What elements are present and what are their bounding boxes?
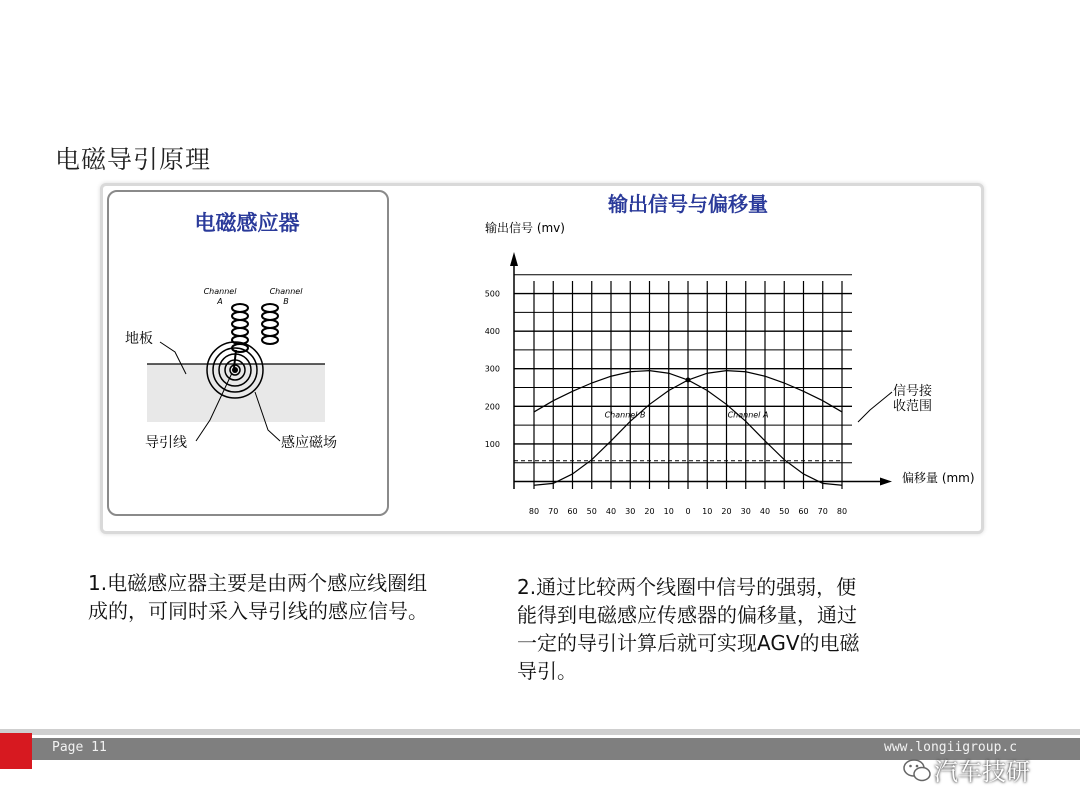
x-axis-arrow [880,477,892,485]
intersection-point [686,378,691,383]
x-tick-label: 20 [644,507,655,516]
floor-label: 地板 [125,331,153,347]
watermark-text: 汽车技研 [934,758,1030,786]
channel-b-line1: Channel [269,287,303,296]
channel-b-line2: B [283,297,289,306]
receive-range-label-1: 信号接 [893,384,933,399]
slide-title: 电磁导引原理 [55,145,212,174]
x-tick-label: 10 [663,507,674,516]
x-tick-label: 0 [685,507,691,516]
wechat-icon [902,756,932,786]
chart-axes [510,252,892,489]
series-label-channel-b: Channel B [604,410,646,420]
y-axis-arrow [510,252,518,266]
sensor-panel-title: 电磁感应器 [194,211,300,235]
x-tick-label: 50 [586,507,597,516]
x-tick-label: 80 [836,507,848,516]
y-tick-label: 400 [484,327,500,337]
guide-wire-label: 导引线 [145,435,187,451]
chart-title: 输出信号与偏移量 [608,192,768,216]
footer-accent [0,733,32,769]
caption-offset: 2.通过比较两个线圈中信号的强弱，便能得到电磁感应传感器的偏移量，通过一定的导引计算后就可实现AGV的电磁导引。 [517,575,860,683]
page-number: Page 11 [52,740,107,755]
series-label-channel-a: Channel A [727,410,769,420]
receive-range-label-2: 收范围 [893,399,933,414]
chart-grid [514,275,852,489]
field-label: 感应磁场 [281,435,337,451]
chart-ylabel: 输出信号 (mv) [485,221,565,235]
watermark [900,750,1070,790]
x-tick-label: 30 [625,507,636,516]
footer-url: www.longiigroup.c [884,740,1018,755]
channel-a-line2: A [217,297,223,306]
x-tick-label: 50 [779,507,790,516]
y-tick-label: 300 [484,364,500,374]
footer-divider [0,729,1080,735]
chart-xlabel: 偏移量 (mm) [902,471,975,485]
x-tick-label: 60 [798,507,809,516]
x-tick-label: 70 [817,507,828,516]
x-tick-label: 30 [740,507,751,516]
x-tick-label: 60 [567,507,578,516]
x-tick-label: 70 [548,507,559,516]
y-tick-label: 200 [484,402,500,412]
y-tick-label: 500 [484,289,500,299]
x-tick-label: 40 [759,507,771,516]
channel-a-line1: Channel [203,287,237,296]
y-tick-label: 100 [484,439,500,449]
x-tick-label: 20 [721,507,732,516]
x-tick-label: 10 [702,507,713,516]
x-tick-label: 80 [528,507,540,516]
receive-range-leader [858,392,892,422]
x-tick-label: 40 [605,507,617,516]
caption-sensor: 1.电磁感应器主要是由两个感应线圈组成的，可同时采入导引线的感应信号。 [88,571,428,623]
